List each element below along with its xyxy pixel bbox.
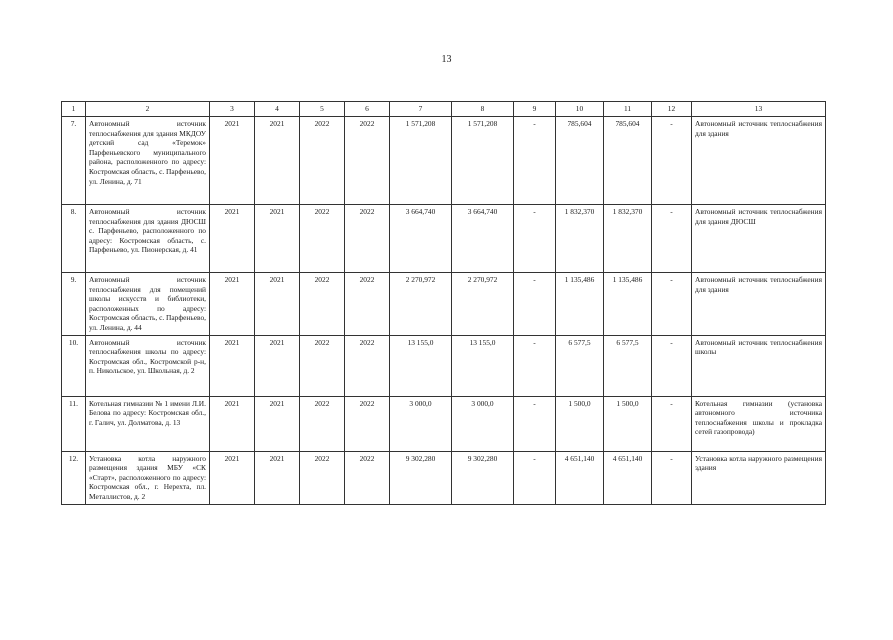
cell-col8: 13 155,0	[452, 335, 514, 396]
table-row	[62, 335, 826, 396]
cell-col5: 2022	[300, 396, 345, 451]
header-cell: 10	[556, 102, 604, 117]
cell-col4: 2021	[255, 396, 300, 451]
cell-col12: -	[652, 396, 692, 451]
cell-col7: 3 664,740	[390, 205, 452, 273]
cell-col9: -	[514, 205, 556, 273]
cell-col7: 1 571,208	[390, 117, 452, 205]
cell-col12: -	[652, 117, 692, 205]
result-description: Автономный источник теплоснабжения школы	[692, 335, 826, 396]
cell-col9: -	[514, 117, 556, 205]
header-cell: 6	[345, 102, 390, 117]
cell-col8: 3 000,0	[452, 396, 514, 451]
object-name: Установка котла наружного размещения здания МБУ «СК «Старт», расположенного по адресу: Костромская обл., г. Нерехта, пл. Металлистов, д. 2	[86, 451, 210, 504]
header-cell: 1	[62, 102, 86, 117]
cell-col9: -	[514, 335, 556, 396]
table-header-row	[62, 102, 826, 117]
table-row	[62, 205, 826, 273]
cell-col7: 9 302,280	[390, 451, 452, 504]
cell-col10: 1 500,0	[556, 396, 604, 451]
cell-col6: 2022	[345, 117, 390, 205]
cell-col10: 1 135,486	[556, 273, 604, 336]
cell-col3: 2021	[210, 205, 255, 273]
row-number: 12.	[62, 451, 86, 504]
cell-col7: 13 155,0	[390, 335, 452, 396]
cell-col6: 2022	[345, 396, 390, 451]
cell-col11: 4 651,140	[604, 451, 652, 504]
object-name: Автономный источник теплоснабжения для здания ДЮСШ с. Парфеньево, расположенного по адресу: Костромская область, с. Парфеньево, ул. Пионерская, д. 41	[86, 205, 210, 273]
cell-col4: 2021	[255, 205, 300, 273]
cell-col4: 2021	[255, 117, 300, 205]
row-number: 7.	[62, 117, 86, 205]
cell-col10: 4 651,140	[556, 451, 604, 504]
cell-col9: -	[514, 273, 556, 336]
cell-col3: 2021	[210, 273, 255, 336]
cell-col8: 1 571,208	[452, 117, 514, 205]
cell-col11: 1 135,486	[604, 273, 652, 336]
cell-col12: -	[652, 335, 692, 396]
cell-col5: 2022	[300, 205, 345, 273]
cell-col11: 6 577,5	[604, 335, 652, 396]
cell-col4: 2021	[255, 335, 300, 396]
header-cell: 9	[514, 102, 556, 117]
result-description: Автономный источник теплоснабжения для здания	[692, 273, 826, 336]
cell-col4: 2021	[255, 451, 300, 504]
result-description: Установка котла наружного размещения здания	[692, 451, 826, 504]
cell-col9: -	[514, 451, 556, 504]
cell-col8: 9 302,280	[452, 451, 514, 504]
header-cell: 11	[604, 102, 652, 117]
row-number: 10.	[62, 335, 86, 396]
header-cell: 13	[692, 102, 826, 117]
cell-col6: 2022	[345, 273, 390, 336]
table-row	[62, 396, 826, 451]
cell-col11: 1 832,370	[604, 205, 652, 273]
table-row	[62, 451, 826, 504]
cell-col3: 2021	[210, 335, 255, 396]
cell-col8: 2 270,972	[452, 273, 514, 336]
row-number: 11.	[62, 396, 86, 451]
table-row	[62, 117, 826, 205]
cell-col10: 785,604	[556, 117, 604, 205]
object-name: Автономный источник теплоснабжения для здания МКДОУ детский сад «Теремок» Парфеньевского муниципального района, расположенного по адресу: Костромская область, с. Парфеньево, ул. Ленина, д. 71	[86, 117, 210, 205]
cell-col11: 785,604	[604, 117, 652, 205]
cell-col8: 3 664,740	[452, 205, 514, 273]
cell-col3: 2021	[210, 451, 255, 504]
cell-col12: -	[652, 273, 692, 336]
cell-col5: 2022	[300, 451, 345, 504]
cell-col12: -	[652, 205, 692, 273]
row-number: 9.	[62, 273, 86, 336]
cell-col7: 2 270,972	[390, 273, 452, 336]
header-cell: 3	[210, 102, 255, 117]
result-description: Автономный источник теплоснабжения для здания	[692, 117, 826, 205]
cell-col6: 2022	[345, 335, 390, 396]
header-cell: 7	[390, 102, 452, 117]
result-description: Котельная гимназии (установка автономного источника теплоснабжения школы и прокладка сетей газопровода)	[692, 396, 826, 451]
object-name: Автономный источник теплоснабжения для помещений школы искусств и библиотеки, расположенных по адресу: Костромская область, с. Парфеньево, ул. Ленина, д. 44	[86, 273, 210, 336]
table-row	[62, 273, 826, 336]
cell-col10: 6 577,5	[556, 335, 604, 396]
cell-col5: 2022	[300, 335, 345, 396]
header-cell: 4	[255, 102, 300, 117]
object-name: Автономный источник теплоснабжения школы по адресу: Костромская обл., Костромской р-н, п. Никольское, ул. Школьная, д. 2	[86, 335, 210, 396]
cell-col4: 2021	[255, 273, 300, 336]
row-number: 8.	[62, 205, 86, 273]
result-description: Автономный источник теплоснабжения для здания ДЮСШ	[692, 205, 826, 273]
cell-col6: 2022	[345, 205, 390, 273]
page-number: 13	[441, 54, 452, 65]
cell-col9: -	[514, 396, 556, 451]
cell-col10: 1 832,370	[556, 205, 604, 273]
investment-table	[61, 101, 826, 505]
cell-col6: 2022	[345, 451, 390, 504]
cell-col5: 2022	[300, 117, 345, 205]
cell-col12: -	[652, 451, 692, 504]
cell-col3: 2021	[210, 117, 255, 205]
object-name: Котельная гимназии № 1 имени Л.И. Белова по адресу: Костромская обл., г. Галич, ул. Долматова, д. 13	[86, 396, 210, 451]
cell-col7: 3 000,0	[390, 396, 452, 451]
cell-col3: 2021	[210, 396, 255, 451]
header-cell: 8	[452, 102, 514, 117]
header-cell: 5	[300, 102, 345, 117]
cell-col5: 2022	[300, 273, 345, 336]
header-cell: 2	[86, 102, 210, 117]
cell-col11: 1 500,0	[604, 396, 652, 451]
header-cell: 12	[652, 102, 692, 117]
